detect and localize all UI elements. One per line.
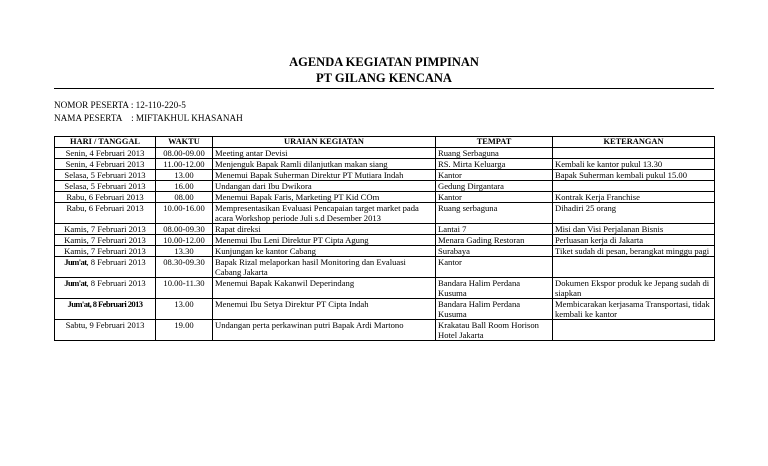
- hari-date-label: Selasa, 5 Februari 2013: [64, 181, 146, 191]
- cell-keterangan: Perluasan kerja di Jakarta: [553, 235, 715, 246]
- company-name: PT GILANG KENCANA: [316, 71, 452, 85]
- hari-date-label: Kamis, 7 Februari 2013: [64, 224, 146, 234]
- cell-tempat: Ruang Serbaguna: [436, 148, 553, 159]
- cell-waktu: 08.00-09.00: [156, 148, 213, 159]
- table-row: [55, 278, 715, 299]
- cell-waktu: 08.00: [156, 192, 213, 203]
- cell-hari-tanggal: [55, 170, 156, 181]
- cell-uraian: Bapak Rizal melaporkan hasil Monitoring dan Evaluasi Cabang Jakarta: [213, 257, 436, 278]
- column-header-keterangan: KETERANGAN: [553, 137, 715, 148]
- cell-uraian: Mempresentasikan Evaluasi Pencapaian target market pada acara Workshop periode Juli s.d Desember 2013: [213, 203, 436, 224]
- cell-uraian: Meeting antar Devisi: [213, 148, 436, 159]
- cell-hari-tanggal: [55, 148, 156, 159]
- cell-keterangan: Tiket sudah di pesan, berangkat minggu pagi: [553, 246, 715, 257]
- hari-date-label: Kamis, 7 Februari 2013: [64, 235, 146, 245]
- agenda-table: [54, 136, 715, 341]
- cell-hari-tanggal: [55, 159, 156, 170]
- cell-keterangan: Bapak Suherman kembali pukul 15.00: [553, 170, 715, 181]
- cell-keterangan: Misi dan Visi Perjalanan Bisnis: [553, 224, 715, 235]
- hari-date-label: Selasa, 5 Februari 2013: [64, 170, 146, 180]
- cell-waktu: 19.00: [156, 320, 213, 341]
- cell-uraian: Undangan perta perkawinan putri Bapak Ardi Martono: [213, 320, 436, 341]
- table-row: [55, 246, 715, 257]
- table-row: [55, 224, 715, 235]
- cell-hari-tanggal: [55, 203, 156, 224]
- table-row: [55, 235, 715, 246]
- cell-tempat: Bandara Halim Perdana Kusuma: [436, 299, 553, 320]
- hari-day-label: Jum'at: [64, 278, 87, 288]
- cell-waktu: 13.00: [156, 299, 213, 320]
- table-header-row: [55, 137, 715, 148]
- table-row: [55, 192, 715, 203]
- cell-keterangan: Membicarakan kerjasama Transportasi, tidak kembali ke kantor: [553, 299, 715, 320]
- hari-date-label: Rabu, 6 Februari 2013: [66, 192, 144, 202]
- cell-waktu: 13.30: [156, 246, 213, 257]
- cell-tempat: RS. Mirta Keluarga: [436, 159, 553, 170]
- nama-peserta: NAMA PESERTA : MIFTAKHUL KHASANAH: [54, 113, 243, 123]
- cell-tempat: Menara Gading Restoran: [436, 235, 553, 246]
- hari-date-label: Senin, 4 Februari 2013: [65, 148, 145, 158]
- cell-tempat: Kantor: [436, 170, 553, 181]
- cell-keterangan: [553, 320, 715, 341]
- cell-hari-tanggal: [55, 320, 156, 341]
- cell-waktu: 10.00-11.30: [156, 278, 213, 299]
- cell-tempat: Lantai 7: [436, 224, 553, 235]
- cell-waktu: 16.00: [156, 181, 213, 192]
- cell-tempat: Gedung Dirgantara: [436, 181, 553, 192]
- cell-keterangan: [553, 257, 715, 278]
- cell-uraian: Menemui Bapak Faris, Marketing PT Kid COm: [213, 192, 436, 203]
- cell-hari-tanggal: [55, 192, 156, 203]
- nomor-peserta: NOMOR PESERTA : 12-110-220-5: [54, 100, 186, 110]
- column-header-uraian: URAIAN KEGIATAN: [213, 137, 436, 148]
- table-row: [55, 203, 715, 224]
- cell-waktu: 11.00-12.00: [156, 159, 213, 170]
- cell-waktu: 10.00-16.00: [156, 203, 213, 224]
- table-row: [55, 170, 715, 181]
- hari-date-label: Kamis, 7 Februari 2013: [64, 246, 146, 256]
- cell-hari-tanggal: [55, 181, 156, 192]
- cell-keterangan: [553, 148, 715, 159]
- hari-date-label: Senin, 4 Februari 2013: [65, 159, 145, 169]
- cell-tempat: Kantor: [436, 257, 553, 278]
- table-row: [55, 148, 715, 159]
- cell-uraian: Rapat direksi: [213, 224, 436, 235]
- column-header-waktu: WAKTU: [156, 137, 213, 148]
- hari-date-label: , 8 Februari 2013: [86, 278, 146, 288]
- cell-uraian: Menemui Bapak Kakanwil Deperindang: [213, 278, 436, 299]
- cell-keterangan: [553, 181, 715, 192]
- cell-tempat: Bandara Halim Perdana Kusuma: [436, 278, 553, 299]
- cell-waktu: 13.00: [156, 170, 213, 181]
- table-row: [55, 320, 715, 341]
- cell-keterangan: Dihadiri 25 orang: [553, 203, 715, 224]
- cell-hari-tanggal: [55, 235, 156, 246]
- cell-keterangan: Kembali ke kantor pukul 13.30: [553, 159, 715, 170]
- header-rule: [54, 88, 714, 89]
- cell-waktu: 10.00-12.00: [156, 235, 213, 246]
- cell-hari-tanggal: [55, 278, 156, 299]
- cell-uraian: Menemui Ibu Leni Direktur PT Cipta Agung: [213, 235, 436, 246]
- cell-hari-tanggal: [55, 299, 156, 320]
- cell-uraian: Menjenguk Bapak Ramli dilanjutkan makan siang: [213, 159, 436, 170]
- column-header-tempat: TEMPAT: [436, 137, 553, 148]
- cell-waktu: 08.30-09.30: [156, 257, 213, 278]
- cell-hari-tanggal: [55, 246, 156, 257]
- table-row: [55, 181, 715, 192]
- hari-day-label: Jum'at: [64, 257, 87, 267]
- cell-tempat: Krakatau Ball Room Horison Hotel Jakarta: [436, 320, 553, 341]
- cell-uraian: Menemui Bapak Suherman Direktur PT Mutiara Indah: [213, 170, 436, 181]
- hari-date-label: , 8 Februari 2013: [86, 257, 146, 267]
- document-title: AGENDA KEGIATAN PIMPINAN: [289, 55, 479, 69]
- hari-day-label: Jum'at, 8 Februari 2013: [67, 299, 143, 309]
- table-row: [55, 257, 715, 278]
- column-header-hari: HARI / TANGGAL: [55, 137, 156, 148]
- cell-keterangan: Kontrak Kerja Franchise: [553, 192, 715, 203]
- cell-hari-tanggal: [55, 224, 156, 235]
- cell-tempat: Surabaya: [436, 246, 553, 257]
- table-row: [55, 159, 715, 170]
- hari-date-label: Rabu, 6 Februari 2013: [66, 203, 144, 213]
- cell-uraian: Kunjungan ke kantor Cabang: [213, 246, 436, 257]
- cell-uraian: Menemui Ibu Setya Direktur PT Cipta Indah: [213, 299, 436, 320]
- cell-waktu: 08.00-09.30: [156, 224, 213, 235]
- cell-hari-tanggal: [55, 257, 156, 278]
- hari-date-label: Sabtu, 9 Februari 2013: [65, 320, 145, 330]
- cell-uraian: Undangan dari Ibu Dwikora: [213, 181, 436, 192]
- cell-tempat: Ruang serbaguna: [436, 203, 553, 224]
- cell-keterangan: Dokumen Ekspor produk ke Jepang sudah di siapkan: [553, 278, 715, 299]
- cell-tempat: Kantor: [436, 192, 553, 203]
- table-row: [55, 299, 715, 320]
